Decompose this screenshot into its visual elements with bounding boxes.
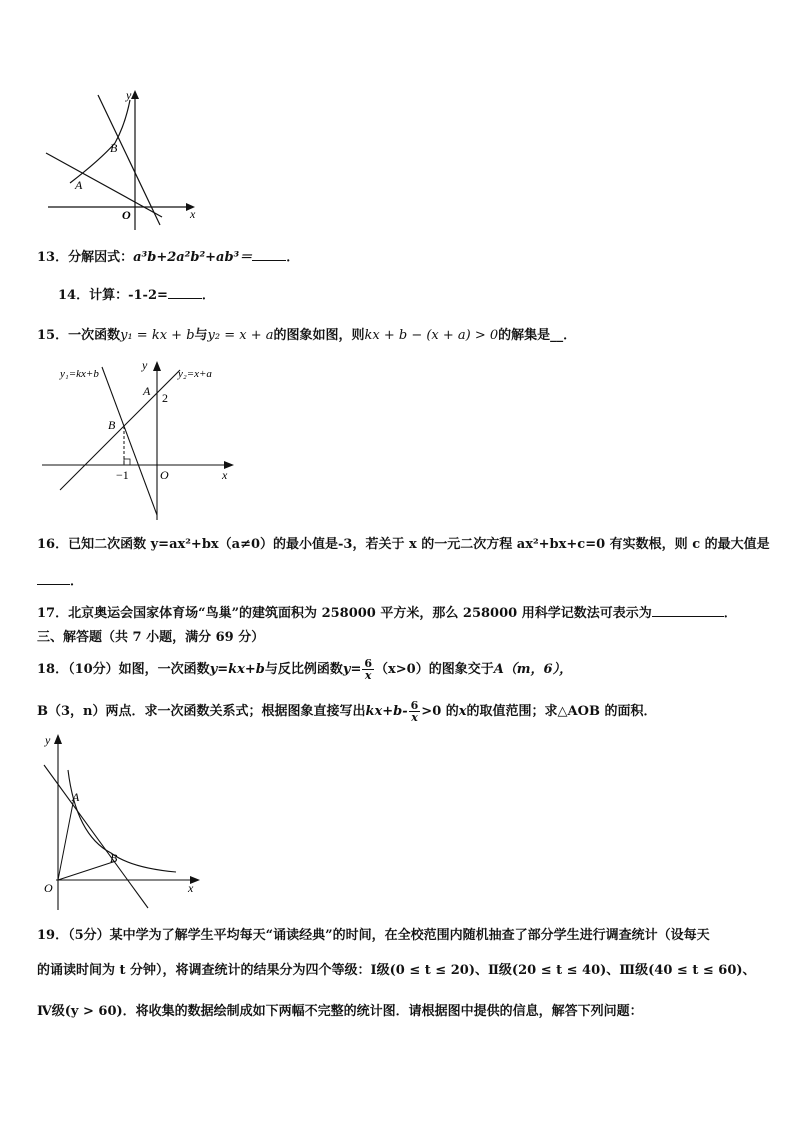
question-14: 14．计算：-1-2= ． [58, 288, 215, 303]
fig18-y: y [45, 733, 51, 747]
figure-q15 [40, 355, 240, 525]
fig18-x: x [188, 881, 194, 895]
fig15-y1: y₁=kx+b [60, 368, 99, 380]
fig15-a: A [143, 384, 151, 398]
fraction-6-over-x: $\frac{6}{x}$ [364, 657, 372, 682]
question-18: 18．（10分）如图，一次函数y=kx+b与反比例函数y= $\frac{6}{x}$ （x>0）的图象交于A（m，6）， [37, 657, 573, 682]
question-19: 19．（5分）某中学为了解学生平均每天“诵读经典”的时间，在全校范围内随机抽查了部分学生进行调查统计（设每天 [37, 928, 710, 943]
figure-q18 [36, 730, 211, 910]
fig12-o: O [122, 208, 131, 222]
figure-q12 [40, 85, 210, 235]
question-19-line2: 的诵读时间为 t 分钟），将调查统计的结果分为四个等级：Ⅰ级(0 ≤ t ≤ 20)、Ⅱ级(20 ≤ t ≤ 40)、Ⅲ级(40 ≤ t ≤ 60)、 [37, 963, 756, 978]
fig15-neg1: −1 [116, 468, 129, 482]
fig18-b: B [110, 851, 118, 865]
fig15-y: y [142, 358, 148, 372]
fig12-b: B [110, 141, 118, 155]
fig15-2: 2 [162, 391, 168, 405]
fig15-b: B [108, 418, 116, 432]
fig18-o: O [44, 881, 53, 895]
fig15-y2: y₂=x+a [178, 368, 212, 380]
fig15-o: O [160, 468, 169, 482]
question-18-line2: B（3，n）两点．求一次函数关系式；根据图象直接写出kx+b- $\frac{6}{x}$ >0 的x的取值范围；求△AOB 的面积． [37, 699, 657, 724]
answer-blank-14[interactable] [168, 286, 202, 299]
answer-blank-13[interactable] [252, 248, 286, 261]
fig12-a: A [75, 178, 83, 192]
question-19-line3: Ⅳ级(y > 60)．将收集的数据绘制成如下两幅不完整的统计图．请根据图中提供的信息，解答下列问题： [37, 1004, 643, 1019]
fraction-6-over-x-2: $\frac{6}{x}$ [410, 699, 419, 724]
question-16: 16．已知二次函数 y=ax²+bx（a≠0）的最小值是-3，若关于 x 的一元二次方程 ax²+bx+c=0 有实数根，则 c 的最大值是 [37, 537, 770, 552]
question-15: 15．一次函数y₁ = kx + b与y₂ = x + a的图象如图，则kx + b − (x + a) > 0的解集是__． [37, 328, 577, 343]
question-13: 13．分解因式：a³b+2a²b²+ab³＝ ． [37, 250, 300, 265]
question-17: 17．北京奥运会国家体育场“鸟巢”的建筑面积为 258000 平方米，那么 258000 用科学记数法可表示为 ． [37, 606, 737, 621]
question-16-blank-line: ． [37, 572, 83, 591]
fig18-a: A [72, 790, 80, 804]
answer-blank-17[interactable] [652, 604, 724, 617]
section-heading: 三、解答题（共 7 小题，满分 69 分） [37, 630, 265, 645]
fig12-y: y [126, 88, 132, 102]
fig12-x: x [190, 207, 196, 221]
answer-blank-16[interactable] [37, 572, 70, 585]
fig15-x: x [222, 468, 228, 482]
